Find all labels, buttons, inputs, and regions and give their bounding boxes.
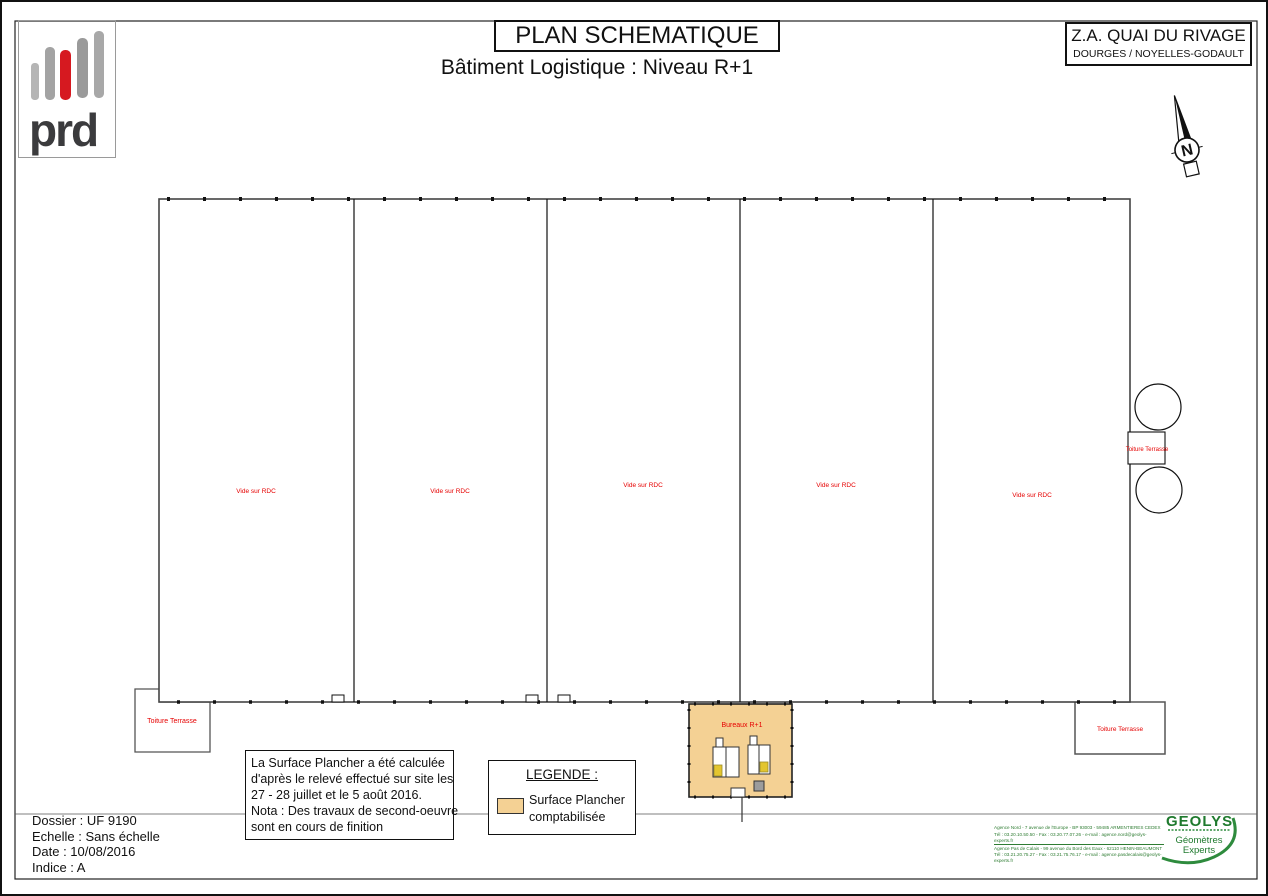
note-line: Nota : Des travaux de second-oeuvre xyxy=(251,804,459,818)
terrace-right-mid-label: Toiture Terrasse xyxy=(1125,447,1169,453)
door-symbol xyxy=(558,695,570,702)
title-block-info xyxy=(32,813,160,875)
geolys-sub1: Géomètres xyxy=(1175,835,1223,846)
legend-swatch xyxy=(497,798,524,814)
legend-box xyxy=(488,760,636,835)
geolys-address-line: Tél : 03.20.10.50.50 - Fax : 03.20.77.07.26 - e-mail : agence.nord@geolys-experts.fr xyxy=(994,832,1164,845)
logo-bar-5 xyxy=(94,31,104,98)
site-box xyxy=(1065,22,1252,66)
date-field: Date : 10/08/2016 xyxy=(32,844,136,859)
logo-bar-4 xyxy=(77,38,88,98)
page-title: PLAN SCHEMATIQUE xyxy=(494,20,780,52)
page-subtitle: Bâtiment Logistique : Niveau R+1 xyxy=(440,56,754,79)
terrace-right-bottom-label: Toiture Terrasse xyxy=(1096,726,1144,733)
office-block-outline xyxy=(689,704,792,797)
site-name: Z.A. QUAI DU RIVAGE xyxy=(1071,26,1246,45)
silo-bottom xyxy=(1136,467,1182,513)
note-line: d'après le relevé effectué sur site les xyxy=(251,772,454,786)
geolys-logo xyxy=(1162,813,1235,863)
logo-bar-3-red xyxy=(60,50,71,100)
office-label: Bureaux R+1 xyxy=(721,722,763,729)
geolys-address-block xyxy=(994,825,1164,864)
office-shaft xyxy=(754,781,764,791)
door-symbol xyxy=(526,695,538,702)
note-line: sont en cours de finition xyxy=(251,820,384,834)
logo-bar-1 xyxy=(31,63,39,100)
door-symbol xyxy=(332,695,344,702)
legend-item-line2: comptabilisée xyxy=(529,810,606,824)
terrace-left-label: Toiture Terrasse xyxy=(147,718,197,725)
geolys-address-line: Tél : 03.21.20.75.27 - Fax : 03.21.75.76.17 - e-mail : agence.pasdecalais@geolys-experts.fr xyxy=(994,852,1162,863)
prd-logo xyxy=(18,20,116,158)
geolys-address-line: Agence Pas de Calais - 99 avenue du Bord des Eaux - 62110 HENIN-BEAUMONT xyxy=(994,846,1163,851)
silo-top xyxy=(1135,384,1181,430)
north-label: N xyxy=(1179,141,1195,161)
stair-hatch-right xyxy=(760,762,768,772)
indice-field: Indice : A xyxy=(32,859,86,875)
legend-swatch-rect xyxy=(498,799,524,814)
geolys-sub2: Experts xyxy=(1182,845,1216,856)
stair-hatch-left xyxy=(714,765,722,776)
logo-bar-2 xyxy=(45,47,55,100)
legend-item-line1: Surface Plancher xyxy=(529,793,625,807)
vide-label-5: Vide sur RDC xyxy=(1012,492,1052,499)
surface-note-box xyxy=(245,750,459,840)
building-outline xyxy=(159,199,1130,702)
geolys-address-line: Agence Nord - 7 avenue de l'Europe - BP 93003 - 59485 ARMENTIERES CEDEX xyxy=(994,825,1161,830)
dossier-field: Dossier : UF 9190 xyxy=(32,813,137,828)
office-door-right xyxy=(750,736,757,745)
echelle-field: Echelle : Sans échelle xyxy=(32,828,160,844)
legend-item-text xyxy=(529,792,625,826)
vide-label-4: Vide sur RDC xyxy=(816,482,856,489)
site-location: DOURGES / NOYELLES-GODAULT xyxy=(1073,48,1244,60)
vide-label-3: Vide sur RDC xyxy=(623,482,663,489)
north-arrow xyxy=(1159,92,1209,179)
office-notch xyxy=(731,788,745,797)
vide-label-1: Vide sur RDC xyxy=(236,488,276,495)
legend-title: LEGENDE : xyxy=(525,767,599,782)
office-door-left xyxy=(716,738,723,747)
note-line: 27 - 28 juillet et le 5 août 2016. xyxy=(251,788,422,802)
note-line: La Surface Plancher a été calculée xyxy=(251,756,445,770)
prd-logo-text: prd xyxy=(29,104,98,156)
vide-label-2: Vide sur RDC xyxy=(430,488,470,495)
geolys-wordmark: GEOLYS xyxy=(1166,813,1234,830)
north-tail xyxy=(1184,161,1200,177)
